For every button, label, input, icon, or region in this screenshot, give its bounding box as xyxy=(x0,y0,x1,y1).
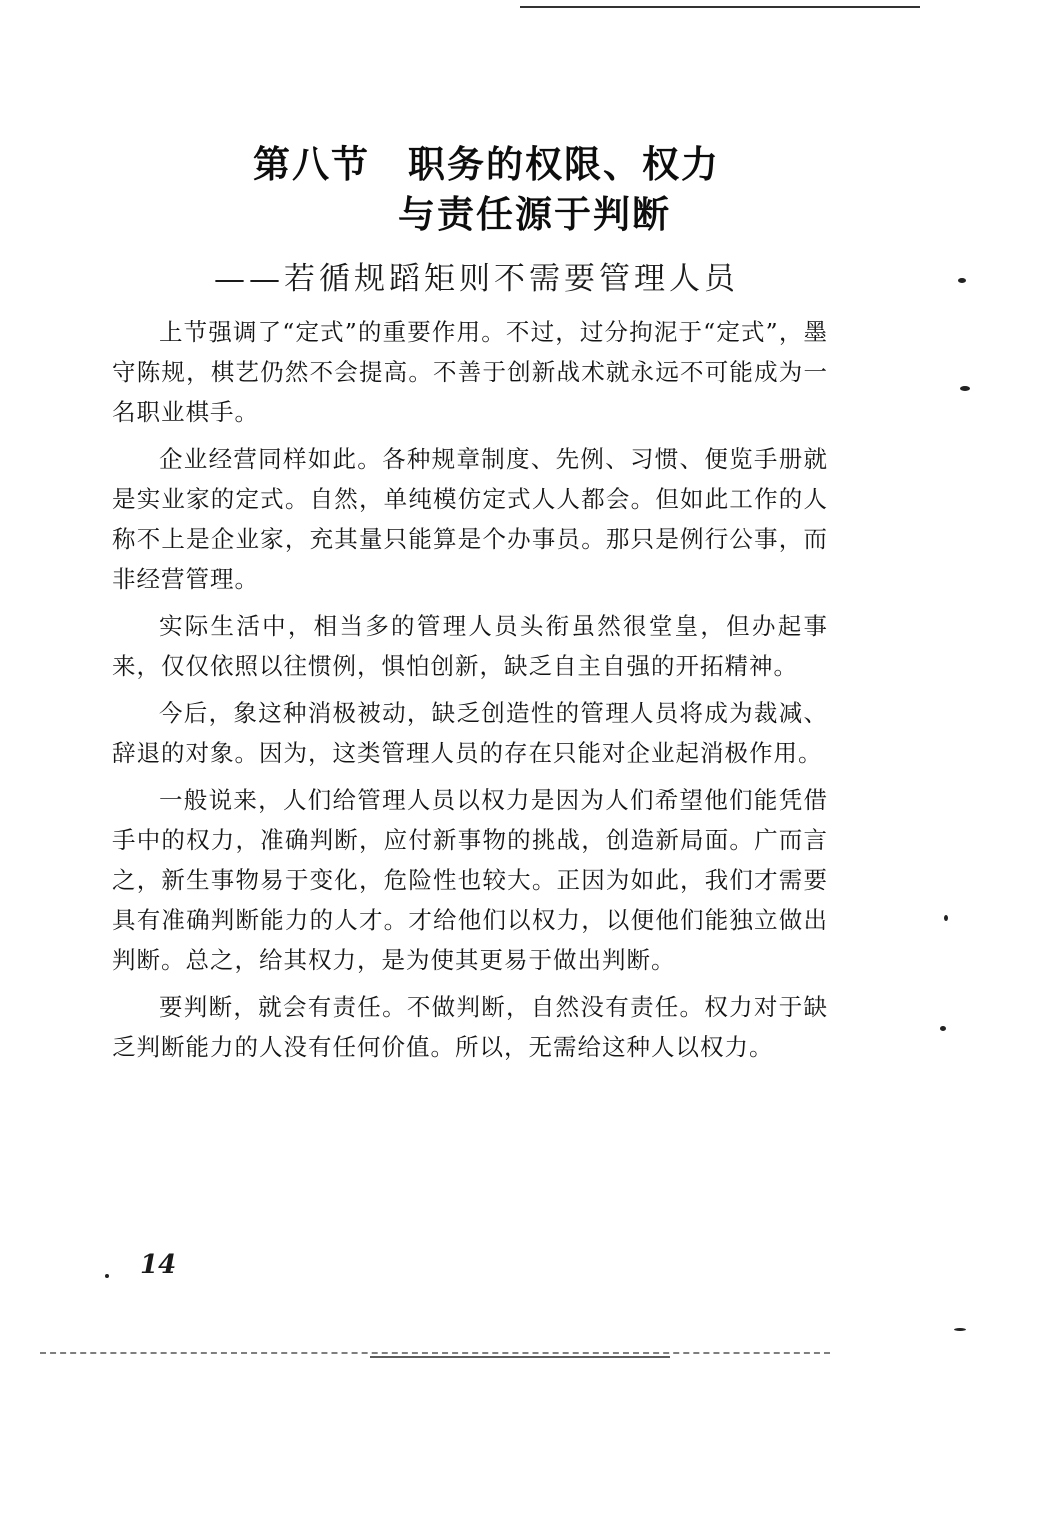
scan-speck xyxy=(958,278,966,283)
section-number: 第八节 xyxy=(253,143,370,186)
paragraph: 今后，象这种消极被动，缺乏创造性的管理人员将成为裁减、辞退的对象。因为，这类管理人员的存在只能对企业起消极作用。 xyxy=(112,699,828,767)
paragraph: 上节强调了“定式”的重要作用。不过，过分拘泥于“定式”，墨守陈规，棋艺仍然不会提高。不善于创新战术就永远不可能成为一名职业棋手。 xyxy=(112,318,828,426)
paragraph: 一般说来，人们给管理人员以权力是因为人们希望他们能凭借手中的权力，准确判断，应付新事物的挑战，创造新局面。广而言之，新生事物易于变化，危险性也较大。正因为如此，我们才需要具有准确判断能力的人才。才给他们以权力，以便他们能独立做出判断。总之，给其权力，是为使其更易于做出判断。 xyxy=(112,786,828,974)
paragraph: 企业经营同样如此。各种规章制度、先例、习惯、便览手册就是实业家的定式。自然，单纯模仿定式人人都会。但如此工作的人称不上是企业家，充其量只能算是个办事员。那只是例行公事，而非经营管理。 xyxy=(112,445,828,593)
section-title-line2: 与责任源于判断 xyxy=(398,193,671,236)
paragraph: 要判断，就会有责任。不做判断，自然没有责任。权力对于缺乏判断能力的人没有任何价值。所以，无需给这种人以权力。 xyxy=(112,993,828,1061)
scan-speck xyxy=(954,1328,966,1331)
section-title xyxy=(253,134,720,188)
page-number: 14 xyxy=(140,1250,177,1280)
paragraph: 实际生活中，相当多的管理人员头衔虽然很堂皇，但办起事来，仅仅依照以往惯例，惧怕创新，缺乏自主自强的开拓精神。 xyxy=(112,612,828,680)
bottom-edge-line xyxy=(40,1352,830,1354)
body-text xyxy=(112,312,828,1074)
section-subtitle: ——若循规蹈矩则不需要管理人员 xyxy=(214,261,739,297)
scan-speck xyxy=(960,386,970,391)
top-edge-line xyxy=(520,6,920,8)
scan-speck xyxy=(940,1026,946,1031)
scan-speck xyxy=(105,1274,109,1278)
section-title-text: 职务的权限、权力 xyxy=(408,143,720,186)
scan-speck xyxy=(944,915,948,921)
bottom-edge-line-solid xyxy=(370,1356,670,1358)
